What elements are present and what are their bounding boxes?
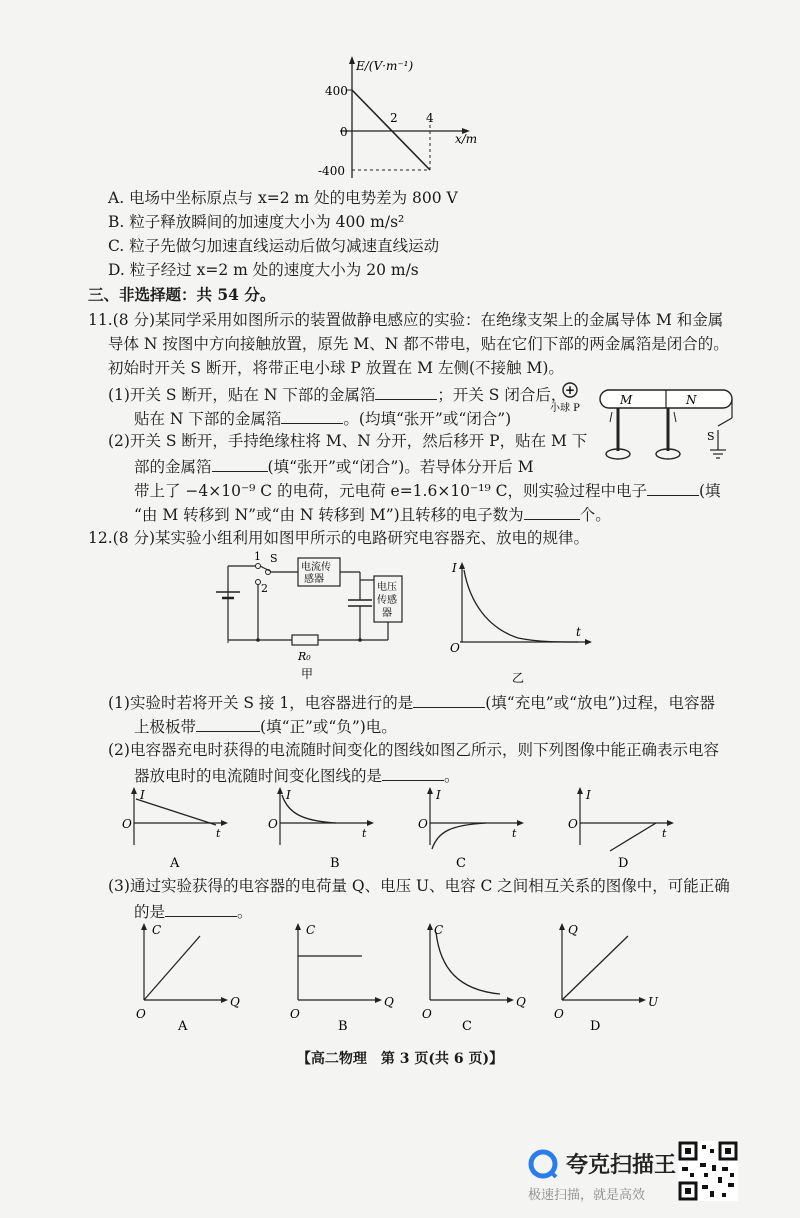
q12-p2a: (2)电容器充电时获得的电流随时间变化的图线如图乙所示，则下列图像中能正确表示电容 <box>108 741 719 759</box>
switch-pos-2: 2 <box>261 582 268 595</box>
q11-blank2[interactable] <box>281 407 343 424</box>
q11-p2e: (填 <box>698 482 721 500</box>
q12-p1b: (填“充电”或“放电”)过程，电容器 <box>485 694 716 712</box>
circuit-caption: 甲 <box>301 667 314 681</box>
q11-p1b: ；开关 S 闭合后， <box>437 386 567 404</box>
q10-option-b: B. 粒子释放瞬间的加速度大小为 400 m/s² <box>108 213 405 231</box>
q11-p2g: 个。 <box>579 506 611 524</box>
qcu-b-x: Q <box>384 995 394 1009</box>
section3-title: 三、非选择题：共 54 分。 <box>88 285 276 304</box>
qcu-d-o: O <box>554 1007 564 1021</box>
graph-y-zero: 0 <box>340 125 348 139</box>
page-footer: 【高二物理 第 3 页(共 6 页)】 <box>296 1051 504 1067</box>
q11-line1: 11.(8 分)某同学采用如图所示的装置做静电感应的实验：在绝缘支架上的金属导体 M 和金属 <box>88 311 724 329</box>
yi-i: I <box>452 561 457 575</box>
scanner-brand-name: 夸克扫描王 <box>566 1153 677 1178</box>
q11-blank4[interactable] <box>647 479 699 496</box>
qcu-option-graphs <box>0 918 800 1038</box>
q12-blank2[interactable] <box>196 715 260 732</box>
voltage-sensor-l2: 传感 <box>377 595 397 606</box>
it-graph-a <box>122 787 228 871</box>
q11-p2a: (2)开关 S 断开，手持绝缘柱将 M、N 分开，然后移开 P，贴在 M 下 <box>108 432 588 450</box>
qcu-b-y: C <box>306 923 316 937</box>
qcu-c-label: C <box>462 1019 472 1034</box>
q12-line1: 12.(8 分)某实验小组利用如图甲所示的电路研究电容器充、放电的规律。 <box>88 529 590 547</box>
it-option-graphs <box>0 785 800 875</box>
q11-blank1[interactable] <box>375 383 437 400</box>
yi-caption: 乙 <box>512 671 525 685</box>
q12-blank4[interactable] <box>165 900 237 917</box>
q12-blank3[interactable] <box>382 764 444 781</box>
q12-p3b: 的是 <box>134 903 166 921</box>
q10-option-d: D. 粒子经过 x=2 m 处的速度大小为 20 m/s <box>108 261 419 279</box>
q11-part1-cont <box>134 407 511 429</box>
electrostatic-apparatus <box>552 378 752 478</box>
yi-o: O <box>450 641 460 655</box>
qcu-b-o: O <box>290 1007 300 1021</box>
it-a-x: t <box>216 827 221 840</box>
it-c-x: t <box>512 827 517 840</box>
qcu-c-y: C <box>434 923 444 937</box>
qcu-d-x: U <box>648 995 659 1009</box>
it-d-o: O <box>568 817 578 831</box>
ball-label: 小球 P <box>550 403 580 414</box>
q11-part2-f <box>134 503 611 525</box>
q12-part2-b <box>134 764 460 786</box>
circuit-diagram <box>208 548 408 688</box>
it-c-y: I <box>436 788 441 802</box>
q12-p3a: (3)通过实验获得的电容器的电荷量 Q、电压 U、电容 C 之间相互关系的图像中，可能正确 <box>108 877 730 895</box>
it-a-y: I <box>140 788 145 802</box>
resistor-r0: R₀ <box>298 650 311 663</box>
it-d-label: D <box>618 856 629 871</box>
q12-p1a: (1)实验时若将开关 S 接 1，电容器进行的是 <box>108 694 414 712</box>
graph-x-2: 2 <box>390 111 398 125</box>
q11-p2f: “由 M 转移到 N”或“由 N 转移到 M”)且转移的电子数为 <box>134 506 524 524</box>
it-b-x: t <box>362 827 367 840</box>
it-b-label: B <box>330 856 340 871</box>
qcu-a-x: Q <box>230 995 240 1009</box>
ball-plus: + <box>565 383 576 397</box>
graph-y-top: 400 <box>325 84 348 98</box>
graph-xlabel: x/m <box>455 132 478 146</box>
q10-option-a: A. 电场中坐标原点与 x=2 m 处的电势差为 800 V <box>108 189 458 207</box>
charging-current-graph <box>448 558 598 698</box>
qr-code-icon <box>678 1141 738 1201</box>
qcu-c-x: Q <box>516 995 526 1009</box>
qcu-b-label: B <box>338 1019 348 1034</box>
q11-line2: 导体 N 按图中方向接触放置，原先 M、N 都不带电，贴在它们下部的两金属箔是闭合的。 <box>108 335 729 353</box>
switch-pos-1: 1 <box>254 550 261 563</box>
it-a-o: O <box>122 817 132 831</box>
q12-part1-cont <box>134 715 397 737</box>
scanner-slogan: 极速扫描，就是高效 <box>528 1188 646 1203</box>
q12-p2c: 。 <box>444 767 460 785</box>
conductor-n: N <box>686 393 697 407</box>
q11-blank5[interactable] <box>524 503 580 520</box>
switch-s-label: S <box>270 552 278 565</box>
scanner-logo-icon <box>528 1149 558 1179</box>
q11-p1d: 。(均填“张开”或“闭合”) <box>343 410 512 428</box>
qcu-a-y: C <box>152 923 162 937</box>
qcu-graph-a <box>136 923 240 1034</box>
current-sensor-l2: 感器 <box>304 574 324 585</box>
it-d-y: I <box>586 788 591 802</box>
qcu-c-o: O <box>422 1007 432 1021</box>
yi-t: t <box>576 625 581 639</box>
graph-x-4: 4 <box>426 111 434 125</box>
voltage-sensor-l3: 器 <box>382 608 392 619</box>
qcu-graph-d <box>554 923 659 1034</box>
qcu-d-label: D <box>590 1019 601 1034</box>
graph-y-bottom: -400 <box>318 164 345 178</box>
q11-part1 <box>108 383 566 405</box>
it-graph-d <box>568 787 674 871</box>
it-b-o: O <box>268 817 278 831</box>
qcu-a-o: O <box>136 1007 146 1021</box>
it-a-label: A <box>170 856 180 871</box>
q12-p1d: (填“正”或“负”)电。 <box>260 718 397 736</box>
graph-ylabel: E/(V·m⁻¹) <box>356 59 414 73</box>
q11-p1c: 贴在 N 下部的金属箔 <box>134 410 282 428</box>
q12-p3c: 。 <box>237 903 253 921</box>
voltage-sensor-l1: 电压 <box>377 582 397 593</box>
q11-part2-d <box>134 479 721 501</box>
q11-p1a: (1)开关 S 断开，贴在 N 下部的金属箔 <box>108 386 376 404</box>
e-x-graph <box>0 0 800 200</box>
it-d-x: t <box>662 827 667 840</box>
charging-curve <box>464 570 578 642</box>
q11-part2-b <box>134 455 534 477</box>
conductor-m: M <box>620 393 633 407</box>
q12-p2b: 器放电时的电流随时间变化图线的是 <box>134 767 383 785</box>
qcu-a-label: A <box>178 1019 188 1034</box>
switch-s: S <box>707 430 715 443</box>
qcu-graph-b <box>290 923 394 1034</box>
q11-p2b: 部的金属箔 <box>134 458 212 476</box>
q10-option-c: C. 粒子先做匀加速直线运动后做匀减速直线运动 <box>108 237 440 255</box>
qcu-graph-c <box>422 923 526 1034</box>
it-graph-c <box>418 787 524 871</box>
it-c-o: O <box>418 817 428 831</box>
q11-p2d: 带上了 −4×10⁻⁹ C 的电荷，元电荷 e=1.6×10⁻¹⁹ C，则实验过程中电子 <box>134 482 647 500</box>
it-graph-b <box>268 787 374 871</box>
it-c-label: C <box>456 856 466 871</box>
qcu-d-y: Q <box>568 923 578 937</box>
q11-line3: 初始时开关 S 断开，将带正电小球 P 放置在 M 左侧(不接触 M)。 <box>108 359 564 377</box>
q12-part1 <box>108 691 715 713</box>
q11-blank3[interactable] <box>212 455 268 472</box>
it-b-y: I <box>286 788 291 802</box>
q12-blank1[interactable] <box>413 691 485 708</box>
q12-p1c: 上极板带 <box>134 718 197 736</box>
current-sensor-l1: 电流传 <box>301 562 331 573</box>
q11-p2c: (填“张开”或“闭合”)。若导体分开后 M <box>267 458 534 476</box>
